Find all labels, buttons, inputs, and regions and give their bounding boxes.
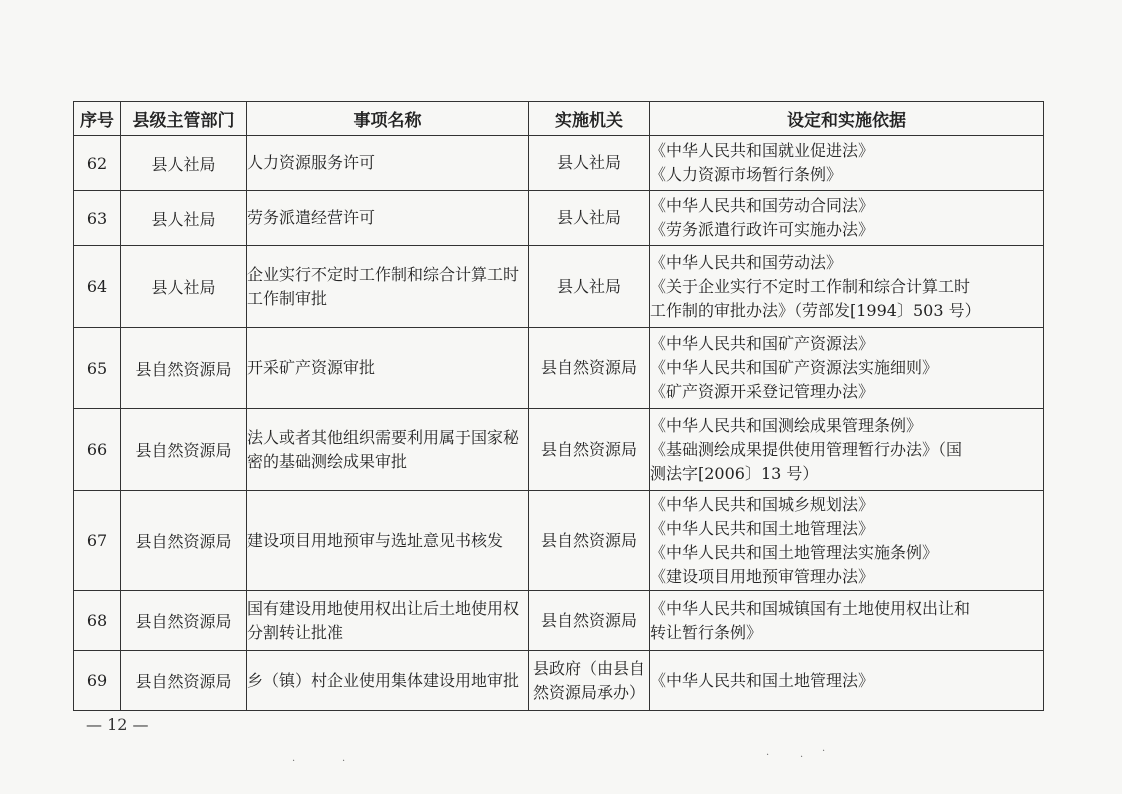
basis-line: 《中华人民共和国土地管理法》 [650, 518, 875, 538]
row-item-name: 开采矿产资源审批 [247, 328, 529, 409]
basis-line: 《中华人民共和国劳动法》 [650, 252, 843, 272]
row-department: 县自然资源局 [121, 651, 247, 711]
row-department: 县自然资源局 [121, 491, 247, 591]
header-serial: 序号 [74, 102, 121, 136]
row-item-name: 劳务派遣经营许可 [247, 191, 529, 246]
header-basis: 设定和实施依据 [650, 102, 1044, 136]
basis-line: 《建设项目用地预审管理办法》 [650, 566, 875, 586]
row-number: 64 [74, 246, 121, 328]
page-number: — 12 — [86, 715, 149, 734]
row-department: 县人社局 [121, 246, 247, 328]
row-item-name: 法人或者其他组织需要利用属于国家秘密的基础测绘成果审批 [247, 409, 529, 491]
table-row [74, 328, 1044, 409]
table-row [74, 409, 1044, 491]
row-number: 62 [74, 136, 121, 191]
row-agency: 县自然资源局 [529, 409, 650, 491]
row-agency: 县人社局 [529, 191, 650, 246]
row-agency: 县自然资源局 [529, 491, 650, 591]
scan-speck: · [292, 756, 296, 767]
row-number: 69 [74, 651, 121, 711]
row-department: 县自然资源局 [121, 591, 247, 651]
basis-line: 《人力资源市场暂行条例》 [650, 165, 843, 184]
basis-line: 《中华人民共和国城镇国有土地使用权出让和 [650, 598, 971, 618]
row-agency: 县人社局 [529, 246, 650, 328]
scan-speck: · [800, 752, 804, 763]
table-row [74, 136, 1044, 191]
row-number: 68 [74, 591, 121, 651]
basis-line: 《中华人民共和国劳动合同法》 [650, 196, 875, 215]
basis-line: 《中华人民共和国矿产资源法》 [650, 334, 875, 353]
basis-line: 《劳务派遣行政许可实施办法》 [650, 220, 875, 239]
row-department: 县自然资源局 [121, 328, 247, 409]
header-department: 县级主管部门 [121, 102, 247, 136]
scan-speck: · [822, 746, 826, 757]
header-agency: 实施机关 [529, 102, 650, 136]
row-department: 县人社局 [121, 191, 247, 246]
row-item-name: 企业实行不定时工作制和综合计算工时工作制审批 [247, 246, 529, 328]
header-item-name: 事项名称 [247, 102, 529, 136]
table-row [74, 191, 1044, 246]
scan-speck: · [766, 750, 770, 761]
row-basis [650, 328, 1044, 409]
row-department: 县自然资源局 [121, 409, 247, 491]
basis-line: 《关于企业实行不定时工作制和综合计算工时 [650, 276, 971, 296]
basis-line: 《中华人民共和国土地管理法实施条例》 [650, 542, 939, 562]
row-department: 县人社局 [121, 136, 247, 191]
row-number: 63 [74, 191, 121, 246]
row-item-name: 乡（镇）村企业使用集体建设用地审批 [247, 651, 529, 711]
row-basis [650, 191, 1044, 246]
row-basis [650, 409, 1044, 491]
table-row [74, 591, 1044, 651]
row-item-name: 人力资源服务许可 [247, 136, 529, 191]
row-agency: 县自然资源局 [529, 591, 650, 651]
row-item-name: 国有建设用地使用权出让后土地使用权分割转让批准 [247, 591, 529, 651]
basis-line: 《中华人民共和国城乡规划法》 [650, 494, 875, 514]
table-row [74, 491, 1044, 591]
row-agency: 县人社局 [529, 136, 650, 191]
table-header-row [74, 102, 1044, 136]
row-basis [650, 136, 1044, 191]
row-agency: 县政府（由县自然资源局承办） [529, 651, 650, 711]
row-number: 67 [74, 491, 121, 591]
basis-line: 《中华人民共和国矿产资源法实施细则》 [650, 358, 939, 377]
basis-line: 《矿产资源开采登记管理办法》 [650, 382, 875, 401]
basis-line: 《中华人民共和国土地管理法》 [650, 670, 875, 690]
basis-line: 转让暂行条例》 [650, 622, 763, 642]
row-basis [650, 651, 1044, 711]
row-number: 66 [74, 409, 121, 491]
basis-line: 《中华人民共和国就业促进法》 [650, 141, 875, 160]
approval-items-table [73, 101, 1044, 711]
row-number: 65 [74, 328, 121, 409]
row-basis [650, 591, 1044, 651]
row-item-name: 建设项目用地预审与选址意见书核发 [247, 491, 529, 591]
table-row [74, 246, 1044, 328]
basis-line: 《中华人民共和国测绘成果管理条例》 [650, 415, 923, 435]
row-basis [650, 246, 1044, 328]
scan-speck: · [342, 756, 346, 767]
row-agency: 县自然资源局 [529, 328, 650, 409]
basis-line: 测法字[2006〕13 号） [650, 463, 819, 483]
basis-line: 工作制的审批办法》（劳部发[1994〕503 号） [650, 300, 981, 320]
table-row [74, 651, 1044, 711]
basis-line: 《基础测绘成果提供使用管理暂行办法》（国 [650, 439, 963, 459]
row-basis [650, 491, 1044, 591]
